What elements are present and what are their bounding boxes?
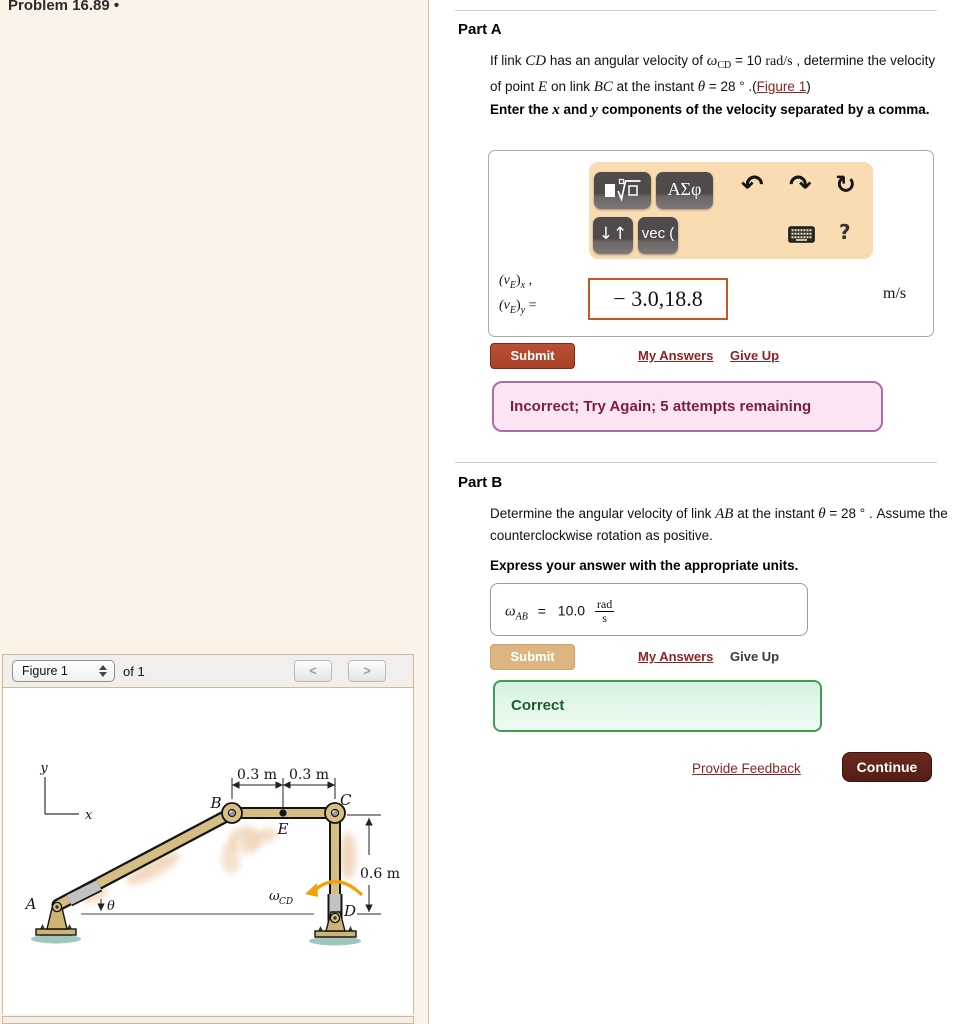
divider — [455, 462, 937, 463]
math-sub-x: x — [520, 279, 526, 291]
reset-icon[interactable]: ↻ — [835, 170, 856, 199]
omega-cd-sub-label: CD — [279, 897, 294, 907]
math-ab: AB — [715, 506, 734, 522]
paren: ) — [516, 297, 521, 313]
math-bc: BC — [593, 79, 613, 95]
label-b: B — [210, 794, 222, 812]
figure-diagram — [3, 688, 413, 1014]
part-a-heading: Part A — [458, 21, 502, 38]
math-theta: θ — [818, 506, 826, 522]
q-text: = 28 ° .( — [705, 79, 757, 94]
dim-03m-left-label: 0.3 m — [237, 767, 277, 783]
q-text: Determine the angular velocity of link — [490, 506, 716, 521]
sqrt-template-icon — [603, 177, 643, 203]
figure-image — [3, 688, 413, 1014]
q-text: If link — [490, 53, 526, 68]
page-title: Problem 16.89 • — [8, 0, 120, 14]
unit-denominator: s — [602, 610, 607, 625]
answer-b-value — [505, 598, 614, 624]
correct-feedback-box — [493, 680, 822, 732]
equals: = — [537, 602, 546, 619]
answer-b-number: 10.0 — [557, 602, 586, 619]
theta-label: θ — [107, 899, 115, 914]
unit-numerator: rad — [596, 597, 613, 611]
submit-b-button-disabled[interactable]: Submit — [490, 644, 575, 670]
math-omega: ω — [505, 603, 516, 620]
greek-symbols-button[interactable]: ΑΣφ — [656, 172, 713, 209]
part-a-instruction — [490, 100, 935, 120]
q-text: = 28 ° . Assume the counterclockwise rotation as positive. — [490, 506, 948, 543]
comma: , — [525, 273, 533, 288]
problem-panel — [0, 0, 429, 1024]
answer-a-widget — [488, 150, 934, 337]
answer-a-label — [499, 271, 537, 321]
part-a-question — [490, 50, 942, 98]
math-unit: rad/s — [765, 54, 793, 69]
point-e-dot — [279, 809, 286, 816]
dim-06m-label: 0.6 m — [360, 866, 400, 882]
q-text: , determine the velocity of point — [490, 53, 936, 94]
figure-select-value: Figure 1 — [22, 664, 68, 678]
math-omega-sub: CD — [717, 60, 732, 71]
sqrt-template-button[interactable] — [594, 172, 651, 209]
equals: = — [525, 297, 537, 313]
q-text: at the instant — [733, 506, 819, 521]
instr-text: and — [559, 102, 592, 117]
label-c: C — [340, 791, 352, 809]
q-text: ) — [806, 79, 811, 94]
part-b-heading: Part B — [458, 474, 503, 491]
vector-template-button[interactable]: vec ( — [638, 217, 678, 254]
incorrect-feedback-text: Incorrect; Try Again; 5 attempts remaining — [510, 398, 812, 415]
redo-icon[interactable]: ↷ — [789, 170, 812, 201]
answer-a-units: m/s — [883, 285, 907, 302]
keyboard-icon[interactable] — [788, 226, 815, 247]
my-answers-b-link[interactable]: My Answers — [638, 649, 714, 664]
chevron-left-icon: < — [309, 663, 317, 678]
math-sub-y: y — [520, 304, 526, 316]
divider — [455, 10, 937, 11]
pin-b — [222, 803, 242, 823]
q-text: has an angular velocity of — [546, 53, 707, 68]
math-v: (v — [499, 273, 510, 288]
math-y: y — [591, 102, 598, 118]
omega-cd-label: ω — [269, 889, 280, 904]
my-answers-a-link[interactable]: My Answers — [638, 348, 714, 363]
undo-icon[interactable]: ↶ — [741, 170, 764, 201]
figure-count-label: of 1 — [123, 664, 145, 679]
figure-panel — [2, 654, 414, 1014]
math-omega-sub: AB — [515, 611, 528, 623]
figure-toolbar — [3, 655, 413, 688]
answer-a-input[interactable]: − 3.0,18.8 — [588, 278, 728, 320]
axis-y-label: y — [40, 761, 48, 776]
provide-feedback-link[interactable]: Provide Feedback — [692, 761, 801, 776]
label-a: A — [25, 895, 37, 913]
label-e: E — [277, 820, 289, 838]
give-up-b-label: Give Up — [730, 649, 780, 664]
answer-b-widget[interactable] — [490, 583, 808, 636]
label-d: D — [343, 902, 357, 920]
math-theta: θ — [697, 79, 706, 95]
math-omega: ω — [706, 53, 718, 69]
updown-arrows-button[interactable]: ↓↑ — [593, 217, 633, 254]
math-e: E — [538, 79, 548, 95]
math-sub-e: E — [509, 279, 516, 291]
help-icon[interactable]: ? — [839, 220, 851, 244]
answer-b-unit-fraction — [595, 598, 614, 624]
figure-select[interactable] — [12, 660, 115, 682]
coordinate-axes — [45, 777, 79, 814]
assignment-column — [430, 0, 958, 1024]
q-text: at the instant — [612, 79, 698, 94]
instr-text: components of the velocity separated by a comma. — [597, 102, 930, 117]
math-v: (v — [499, 297, 510, 313]
instr-text: Enter the — [490, 102, 553, 117]
figure-prev-button[interactable] — [294, 660, 332, 682]
figure-next-button[interactable] — [348, 660, 386, 682]
continue-button[interactable]: Continue — [842, 752, 932, 782]
figure-1-link[interactable]: Figure 1 — [756, 79, 807, 94]
math-x: x — [552, 102, 560, 118]
chevron-right-icon: > — [363, 663, 371, 678]
q-text: = 10 — [731, 53, 766, 68]
submit-a-button[interactable]: Submit — [490, 343, 575, 369]
paren: ) — [516, 273, 521, 288]
support-a — [31, 902, 81, 943]
correct-feedback-text: Correct — [511, 697, 565, 714]
give-up-a-link[interactable]: Give Up — [730, 348, 780, 363]
next-figure-panel-edge — [2, 1016, 414, 1024]
math-sub-e: E — [509, 304, 516, 316]
part-b-instruction: Express your answer with the appropriate units. — [490, 558, 799, 573]
math-cd: CD — [525, 53, 547, 69]
incorrect-feedback-box — [492, 381, 883, 432]
axis-x-label: x — [85, 808, 93, 823]
part-b-question — [490, 503, 958, 546]
q-text: on link — [547, 79, 594, 94]
select-spinner-icon — [99, 665, 108, 678]
equation-toolbar — [589, 162, 873, 259]
dim-03m-right-label: 0.3 m — [289, 767, 329, 783]
